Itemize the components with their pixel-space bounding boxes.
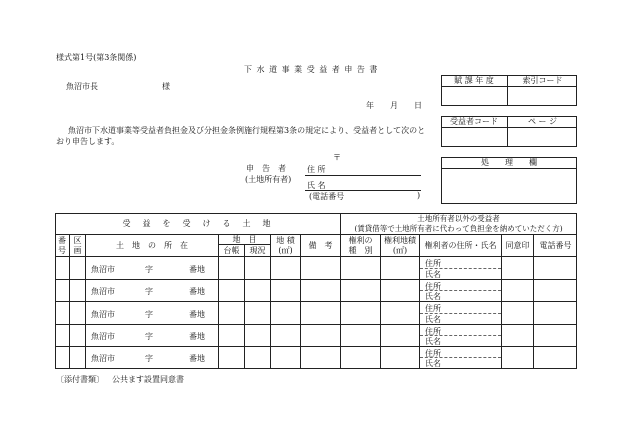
row-holder-name-label: 氏名 [425,270,441,279]
row-banchi: 番地 [189,310,205,319]
form-title: 下 水 道 事 業 受 益 者 申 告 書 [244,65,379,74]
row-banchi: 番地 [189,354,205,363]
row-city: 魚沼市 [91,354,115,363]
address-label: 住 所 [307,165,326,174]
land-group-header: 受 益 を 受 け る 土 地 [122,219,273,228]
row-aza: 字 [145,310,153,319]
col-landcat-header: 地 目 [232,235,257,244]
row-city: 魚沼市 [91,310,115,319]
body-text-line2: おり申告します。 [56,137,120,146]
addressee-honorific: 様 [162,82,170,91]
row-city: 魚沼市 [91,265,115,274]
phone-label: (電話番号 [309,192,345,201]
index-code-field[interactable] [508,87,576,105]
declarant-label: 申 告 者 [246,164,286,173]
col-consent-header: 同意印 [505,241,530,250]
page-header: ペ ー ジ [527,117,558,126]
row-holder-address-label: 住所 [425,349,441,358]
col-remarks-header: 備 考 [308,241,333,250]
declarant-address-field[interactable] [340,161,420,174]
row-aza: 字 [145,332,153,341]
col-holder-header: 権利者の住所・氏名 [424,241,497,250]
col-ledger-header: 台帳 [223,246,240,255]
row-banchi: 番地 [189,332,205,341]
row-city: 魚沼市 [91,332,115,341]
col-current-header: 現況 [249,246,266,255]
col-area-header: 地 積 (㎡) [276,235,295,255]
row-holder-name-label: 氏名 [425,359,441,368]
declarant-sub-label: (土地所有者) [245,175,292,184]
col-location-header: 土 地 の 所 在 [116,241,188,250]
row-holder-address-label: 住所 [425,304,441,313]
row-holder-name-label: 氏名 [425,315,441,324]
col-number-header: 番 号 [58,235,66,255]
declarant-name-field[interactable] [340,177,420,190]
page-field[interactable] [508,128,576,146]
form-number-label: 様式第1号(第3条関係) [56,53,137,62]
addressee: 魚沼市長 [66,82,98,91]
phone-close-paren: ) [417,191,421,200]
attachment-label: 〔添付書類〕 [56,375,104,384]
row-holder-address-label: 住所 [425,282,441,291]
row-holder-address-label: 住所 [425,259,441,268]
index-code-header: 索引コード [522,76,563,85]
other-beneficiary-header: 土地所有者以外の受益者 [417,214,500,223]
beneficiary-code-header: 受益者コード [450,117,498,126]
processing-header: 処 理 欄 [481,158,537,167]
body-text-line1: 魚沼市下水道事業等受益者負担金及び分担金条例施行規程第3条の規定により、受益者として次のと [68,126,426,135]
row-aza: 字 [145,265,153,274]
col-right-area-header: 権利地積 (㎡) [384,235,416,255]
date-year-label: 年 [366,101,374,110]
row-aza: 字 [145,354,153,363]
col-right-type-header: 権利の 種 別 [348,235,373,255]
row-aza: 字 [145,287,153,296]
date-day-label: 日 [414,101,422,110]
beneficiary-code-field[interactable] [442,128,507,146]
row-holder-name-label: 氏名 [425,337,441,346]
other-beneficiary-subheader: (賃貸借等で土地所有者に代わって負担金を納めていただく方) [354,223,563,233]
col-district-header: 区 画 [73,235,82,255]
row-banchi: 番地 [189,287,205,296]
declarant-phone-field[interactable] [352,191,414,202]
fiscal-year-header: 賦 課 年 度 [454,76,494,85]
postal-mark: 〒 [333,153,341,162]
col-phone-header: 電話番号 [539,241,572,250]
row-holder-name-label: 氏名 [425,292,441,301]
date-month-label: 月 [390,101,398,110]
name-label: 氏 名 [307,181,326,190]
attachment-value: 公共ます設置同意書 [112,375,184,384]
row-banchi: 番地 [189,265,205,274]
fiscal-year-field[interactable] [442,87,507,105]
row-holder-address-label: 住所 [425,327,441,336]
row-city: 魚沼市 [91,287,115,296]
